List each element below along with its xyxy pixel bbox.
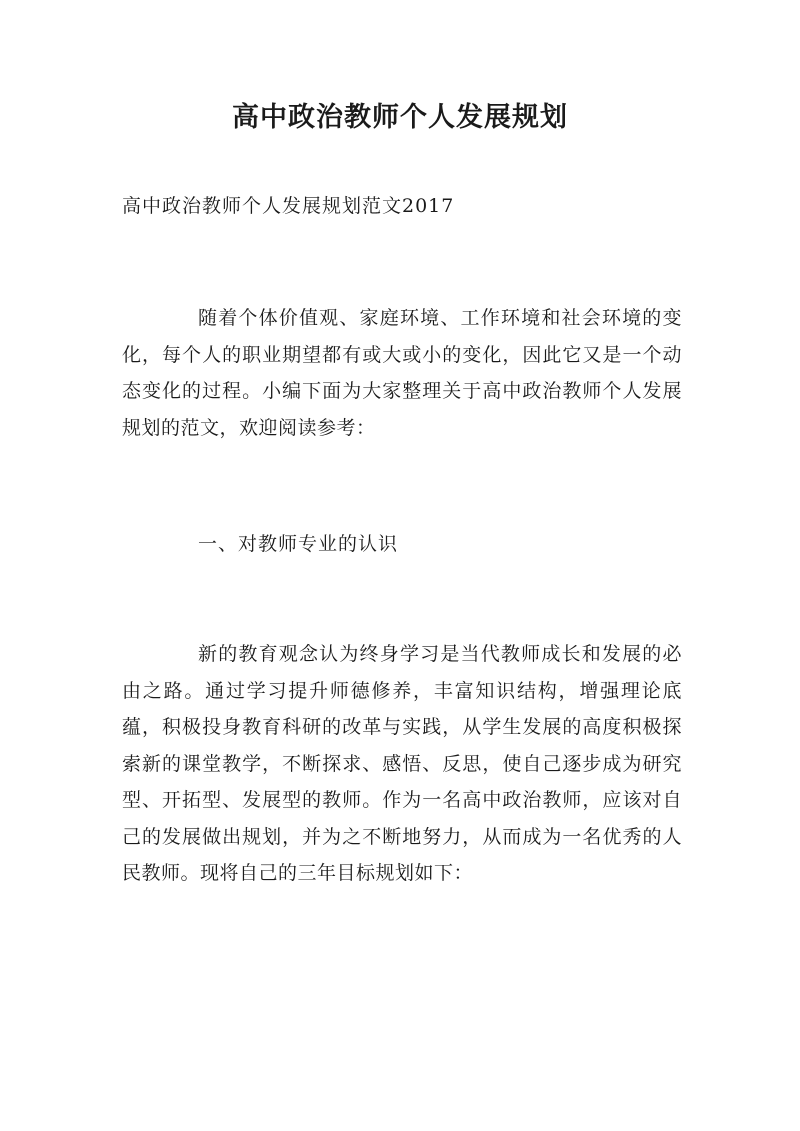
document-subtitle: 高中政治教师个人发展规划范文2017 (122, 195, 455, 217)
section-heading: 一、对教师专业的认识 (198, 533, 399, 555)
intro-paragraph: 随着个体价值观、家庭环境、工作环境和社会环境的变化，每个人的职业期望都有或大或小的变化，因此它又是一个动态变化的过程。小编下面为大家整理关于高中政治教师个人发展规划的范文，欢迎阅读参考： (122, 307, 682, 439)
section-paragraph: 新的教育观念认为终身学习是当代教师成长和发展的必由之路。通过学习提升师德修养，丰富知识结构，增强理论底蕴，积极投身教育科研的改革与实践，从学生发展的高度积极探索新的课堂教学，不断探求、感悟、反思，使自己逐步成为研究型、开拓型、发展型的教师。作为一名高中政治教师，应该对自己的发展做出规划，并为之不断地努力，从而成为一名优秀的人民教师。现将自己的三年目标规划如下： (122, 643, 682, 884)
document-title: 高中政治教师个人发展规划 (232, 102, 568, 133)
